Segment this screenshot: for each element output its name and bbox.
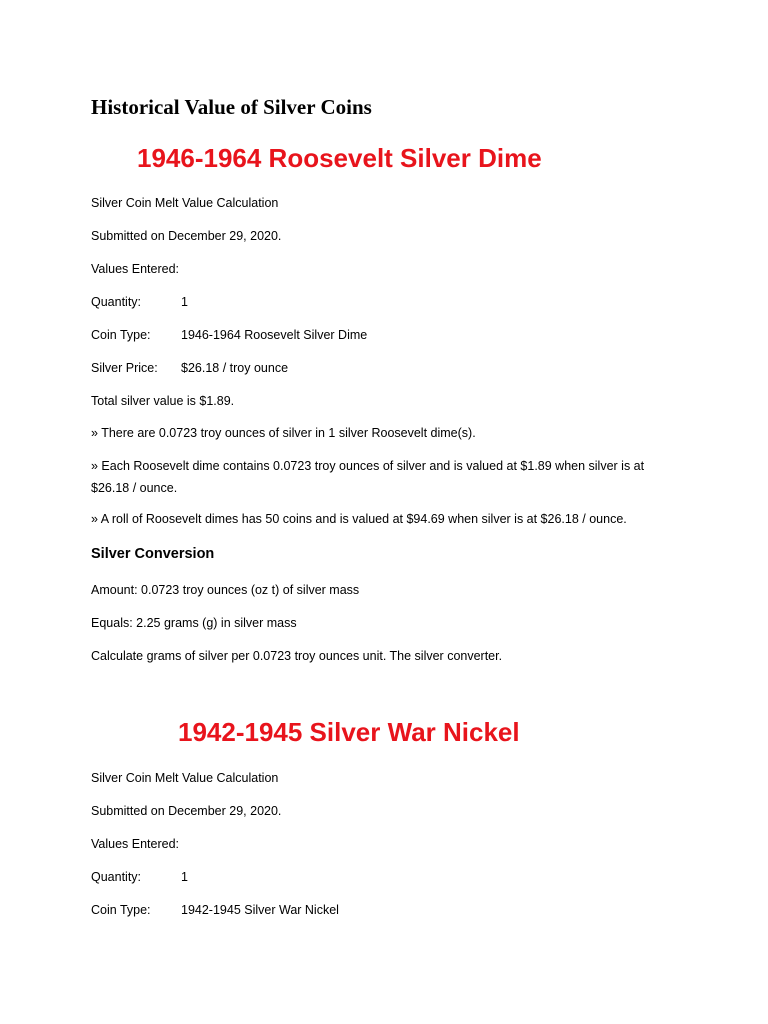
- document-title: Historical Value of Silver Coins: [91, 95, 372, 119]
- coin-type-key: Coin Type:: [91, 328, 151, 342]
- silver-price-key: Silver Price:: [91, 361, 158, 375]
- bullet-roll-value: » A roll of Roosevelt dimes has 50 coins and is valued at $94.69 when silver is at $26.18 / ounce.: [91, 512, 627, 526]
- conversion-calculate: Calculate grams of silver per 0.0723 troy ounces unit. The silver converter.: [91, 649, 503, 663]
- silver-price-row: [91, 360, 288, 376]
- coin-type-value: 1946-1964 Roosevelt Silver Dime: [181, 328, 368, 342]
- values-entered-label: Values Entered:: [91, 837, 180, 851]
- coin-type-value: 1942-1945 Silver War Nickel: [181, 903, 339, 917]
- calc-label: Silver Coin Melt Value Calculation: [91, 771, 279, 785]
- quantity-row: [91, 869, 188, 885]
- conversion-amount: Amount: 0.0723 troy ounces (oz t) of silver mass: [91, 583, 360, 597]
- calc-label: Silver Coin Melt Value Calculation: [91, 196, 279, 210]
- quantity-key: Quantity:: [91, 295, 142, 309]
- coin-type-row: [91, 327, 367, 343]
- silver-price-value: $26.18 / troy ounce: [181, 361, 289, 375]
- coin-type-row: [91, 902, 339, 918]
- submitted-date: Submitted on December 29, 2020.: [91, 804, 282, 818]
- section-heading-roosevelt-dime: 1946-1964 Roosevelt Silver Dime: [137, 143, 542, 173]
- quantity-row: [91, 294, 188, 310]
- silver-conversion-heading: Silver Conversion: [91, 546, 215, 562]
- bullet-each-dime: » Each Roosevelt dime contains 0.0723 troy ounces of silver and is valued at $1.89 when silver is at $26.18 / ounce.: [91, 459, 645, 495]
- coin-type-key: Coin Type:: [91, 903, 151, 917]
- quantity-key: Quantity:: [91, 870, 142, 884]
- conversion-equals: Equals: 2.25 grams (g) in silver mass: [91, 616, 297, 630]
- submitted-date: Submitted on December 29, 2020.: [91, 229, 282, 243]
- section-heading-war-nickel: 1942-1945 Silver War Nickel: [178, 717, 520, 747]
- values-entered-label: Values Entered:: [91, 262, 180, 276]
- quantity-value: 1: [181, 295, 188, 309]
- bullet-troy-ounces: » There are 0.0723 troy ounces of silver in 1 silver Roosevelt dime(s).: [91, 426, 476, 440]
- quantity-value: 1: [181, 870, 188, 884]
- total-silver-value: Total silver value is $1.89.: [91, 394, 235, 408]
